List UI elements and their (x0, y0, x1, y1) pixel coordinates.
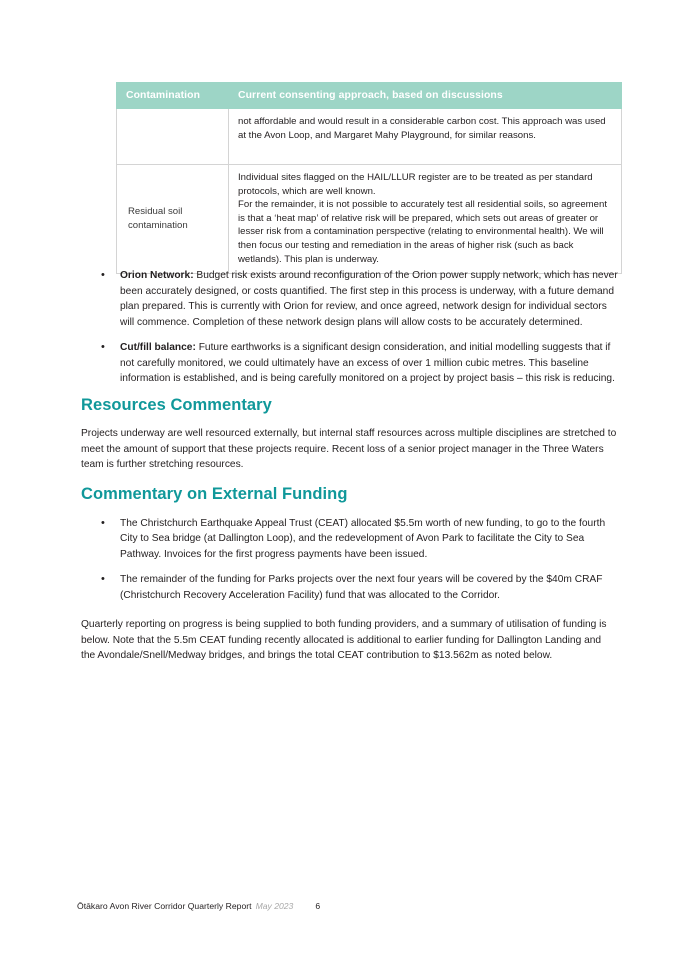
list-item (81, 516, 618, 563)
risk-bullet-list (81, 268, 618, 387)
table-cell-paragraph: not affordable and would result in a considerable carbon cost. This approach was used at the Avon Loop, and Margaret Mahy Playground, for similar reasons. (238, 116, 606, 141)
resources-paragraph: Projects underway are well resourced externally, but internal staff resources across multiple disciplines are stretched to meet the amount of support that these projects require. Recent loss of a senior project manager in the Three Waters team is further stretching resources. (81, 428, 617, 471)
page-footer (77, 901, 320, 911)
heading-resources-commentary: Resources Commentary (81, 395, 272, 414)
list-item (81, 340, 618, 387)
bullet-icon: • (101, 573, 105, 586)
list-item-text: Budget risk exists around reconfiguration of the Orion power supply network, which has never been accurately designed, or costs quantified. The first step in this process is underway, with a future demand plan prepared. This is currently with Orion for review, and once agreed, network design for individual sectors will commence. Completion of these network design plans will allow costs to be accurately determined. (120, 270, 618, 328)
footer-page-number: 6 (315, 901, 321, 911)
table-header-row (117, 83, 622, 109)
table-cell-label: Residual soil contamination (117, 165, 229, 274)
bullet-icon: • (101, 269, 105, 281)
table-header-approach: Current consenting approach, based on discussions (229, 83, 622, 109)
table-cell-approach (229, 165, 622, 274)
funding-closing-paragraph: Quarterly reporting on progress is being supplied to both funding providers, and a summary of utilisation of funding is below. Note that the 5.5m CEAT funding recently allocated is additional to earlier funding for Dallington Landing and the Avondale/Snell/Medway bridges, and brings the total CEAT contribution to $13.562m as noted below. (81, 619, 607, 662)
list-item-lead: Orion Network: (120, 270, 194, 281)
table-header-contamination: Contamination (117, 83, 229, 109)
list-item-lead: Cut/fill balance: (120, 342, 196, 353)
heading-external-funding: Commentary on External Funding (81, 484, 348, 503)
table-cell-approach (229, 109, 622, 165)
contamination-table (116, 82, 622, 274)
footer-document-date: May 2023 (255, 901, 294, 911)
table-cell-paragraph: Individual sites flagged on the HAIL/LLUR register are to be treated as per standard protocols, which are well known. (238, 172, 593, 197)
table-row (117, 109, 622, 165)
table-cell-paragraph: For the remainder, it is not possible to accurately test all residential soils, so agreement is that a ‘heat map’ of relative risk will be prepared, which sets out areas of greater or lesser risk from a contamination perspective (relating to environmental health). We will then focus our testing and remediation in the areas of higher risk (such as back wetlands). This plan is underway. (238, 199, 608, 265)
list-item-text: The remainder of the funding for Parks projects over the next four years will be covered by the $40m CRAF (Christchurch Recovery Acceleration Facility) fund that was allocated to the Corridor. (120, 574, 603, 601)
list-item-text: The Christchurch Earthquake Appeal Trust (CEAT) allocated $5.5m worth of new funding, to go to the fourth City to Sea bridge (at Dallington Loop), and the redevelopment of Avon Park to facilitate the City to Sea Pathway. Invoices for the first progress payments have been issued. (120, 517, 606, 560)
list-item-text: Future earthworks is a significant design consideration, and initial modelling suggests that if not carefully monitored, we could ultimately have an excess of over 1 million cubic metres. This baseline information is established, and is being carefully monitored on a project by project basis – this risk is reducing. (120, 342, 615, 384)
list-item (81, 268, 618, 330)
footer-document-title: Ōtākaro Avon River Corridor Quarterly Report (77, 901, 252, 911)
bullet-icon: • (101, 516, 105, 529)
table-row (117, 165, 622, 274)
bullet-icon: • (101, 341, 105, 353)
table-cell-label (117, 109, 229, 165)
page-content (81, 268, 618, 676)
funding-bullet-list (81, 516, 618, 604)
list-item (81, 572, 618, 603)
